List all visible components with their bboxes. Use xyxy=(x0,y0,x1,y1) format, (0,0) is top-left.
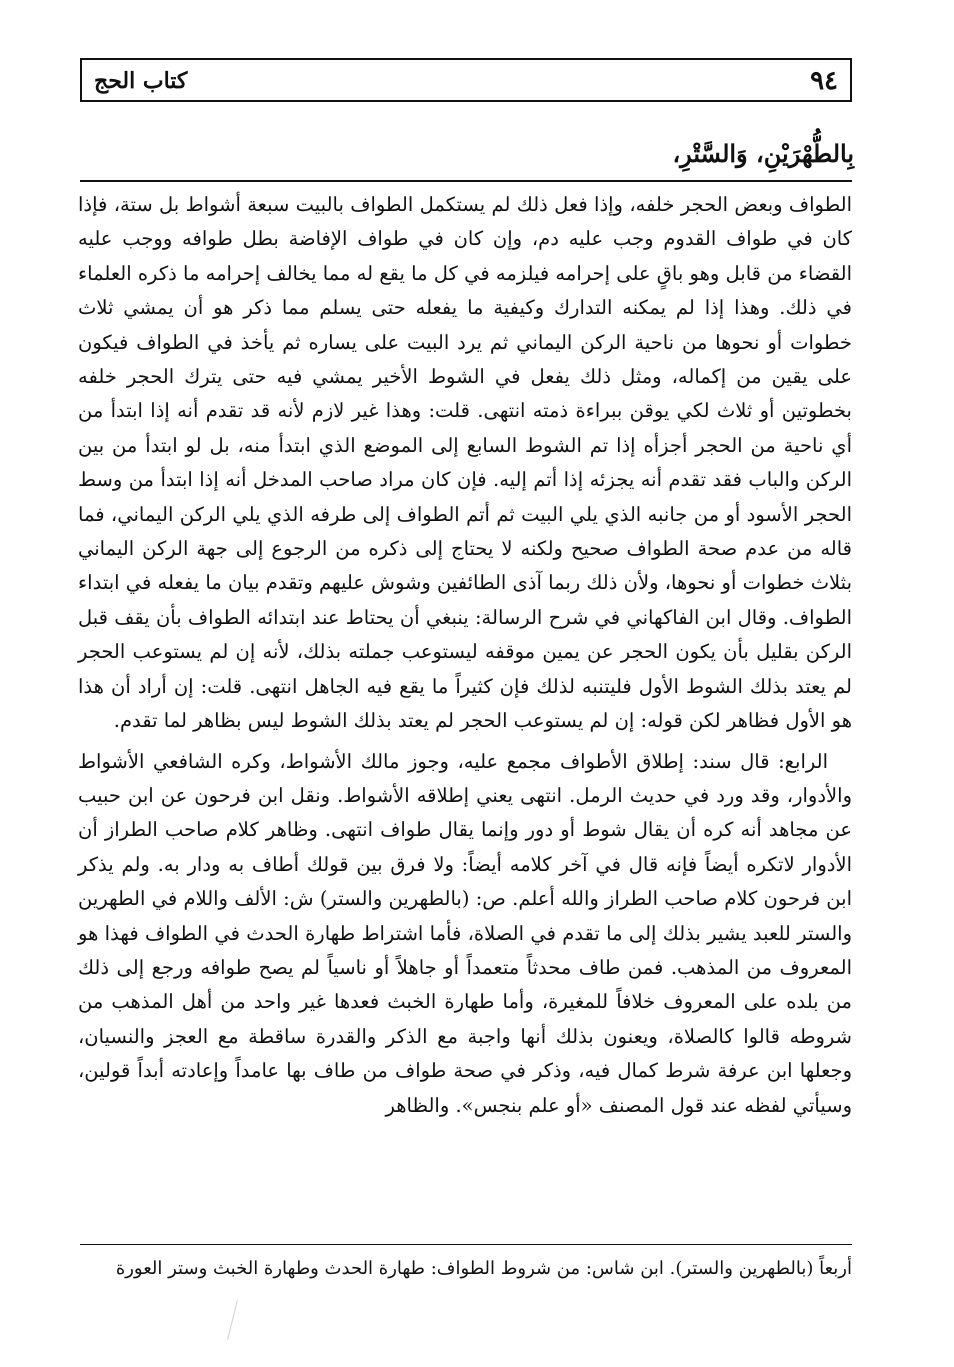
running-header xyxy=(80,58,852,102)
top-divider xyxy=(80,180,852,182)
paragraph: الرابع: قال سند: إطلاق الأطواف مجمع عليه، وجوز مالك الأشواط، وكره الشافعي الأشواط والأدوار، وقد ورد في حديث الرمل. انتهى يعني إطلاقه الأشواط. ونقل ابن فرحون عن ابن حبيب عن مجاهد أنه كره أن يقال شوط أو دور وإنما يقال طواف انتهى. وظاهر كلام صاحب الطراز أن الأدوار لاتكره أيضاً فإنه قال في آخر كلامه أيضاً: ولا فرق بين قولك أطاف به ودار به. ولم يذكر ابن فرحون كلام صاحب الطراز والله أعلم. ص: (بالطهرين والستر) ش: الألف واللام في الطهرين والستر للعبد يشير بذلك إلى ما تقدم في الصلاة، فأما اشتراط طهارة الحدث في الطواف فهذا هو المعروف من المذهب. فمن طاف محدثاً متعمداً أو جاهلاً أو ناسياً لم يصح طوافه ورجع إلى ذلك من بلده على المعروف خلافاً للمغيرة، وأما طهارة الخبث فعدها غير واحد من أهل المذهب من شروطه قالوا كالصلاة، ويعنون بذلك أنها واجبة مع الذكر والقدرة ساقطة مع العجز والنسيان، وجعلها ابن عرفة شرط كمال فيه، وذكر في صحة طواف من طاف بها عامداً وإعادته أبداً قولين، وسيأتي لفظه عند قول المصنف «أو علم بنجس». والظاهر xyxy=(78,749,852,1117)
scan-artifact xyxy=(227,1300,238,1339)
paragraph: الطواف وبعض الحجر خلفه، وإذا فعل ذلك لم يستكمل الطواف بالبيت سبعة أشواط بل ستة، فإذا كان في طواف القدوم وجب عليه دم، وإن كان في طواف الإفاضة بطل طوافه ووجب عليه القضاء من قابل وهو باقٍ على إحرامه فيلزمه في كل ما يقع له مما يخالف إحرامه ما ذكره العلماء في ذلك. وهذا إذا لم يمكنه التدارك وكيفية ما يفعله حتى يسلم مما ذكر هو أن يمشي ثلاث خطوات أو نحوها من ناحية الركن اليماني ثم يرد البيت على يساره ثم يأخذ في الطواف فيكون على يقين من إكماله، ومثل ذلك يفعل في الشوط الأخير يمشي فيه حتى يترك الحجر خلفه بخطوتين أو ثلاث لكي يوقن ببراءة ذمته انتهى. قلت: وهذا غير لازم لأنه قد تقدم أنه إذا ابتدأ من أي ناحية من الحجر أجزأه إذا تم الشوط السابع إلى الموضع الذي ابتدأ منه، بل لو ابتدأ من بين الركن والباب فقد تقدم أنه يجزئه إذا أتم إليه. فإن كان مراد صاحب المدخل أنه إذا ابتدأ من وسط الحجر الأسود أو من جانبه الذي يلي البيت ثم أتم الطواف إلى طرفه الذي يلي الركن اليماني، فما قاله من عدم صحة الطواف صحيح ولكنه لا يحتاج إلى ذكره من الرجوع إلى جهة الركن اليماني بثلاث خطوات أو نحوها، ولأن ذلك ربما آذى الطائفين وشوش عليهم وتقدم بيان ما يفعله في ابتداء الطواف. وقال ابن الفاكهاني في شرح الرسالة: ينبغي أن يحتاط عند ابتدائه الطواف بأن يقف قبل الركن بقليل بأن يكون الحجر عن يمين موقفه ليستوعب جملته بذلك، لأنه إن لم يستوعب الحجر لم يعتد بذلك الشوط الأول فليتنبه لذلك فإن كثيراً ما يقع فيه الجاهل انتهى. قلت: إن أراد أن هذا هو الأول فظاهر لكن قوله: إن لم يستوعب الحجر لم يعتد بذلك الشوط ليس بظاهر لما تقدم. xyxy=(78,193,852,733)
footnote: أربعاً (بالطهرين والستر). ابن شاس: من شروط الطواف: طهارة الحدث وطهارة الخبث وستر العورة xyxy=(115,1258,852,1279)
book-title: كتاب الحج xyxy=(94,68,188,94)
commentary-text xyxy=(78,188,852,1123)
matn-heading: بِالطُّهْرَيْنِ، وَالسَّتْرِ، xyxy=(672,139,854,168)
page-number: ٩٤ xyxy=(810,66,838,96)
footnote-divider xyxy=(80,1244,852,1245)
